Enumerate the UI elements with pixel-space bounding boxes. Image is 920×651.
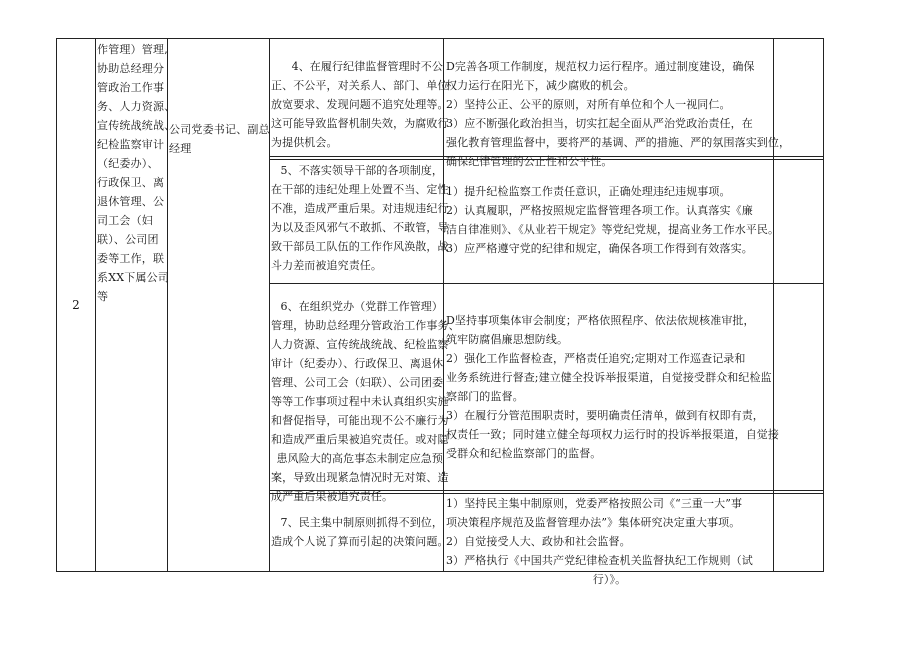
scope-line: 管政治工作事 [97, 81, 165, 94]
risk-measures-4: D完善各项工作制度，规范权力运行程序。通过制度建设，确保 权力运行在阳光下，减少腐败的机会。 2）坚持公正、公平的原则，对所有单位和个人一视同仁。 3）应不断强化政治担当，切实扛起全面从严治党政治责任，在 强化教育管理监督中，要将严的基调、严的措施、严的氛围落实到位， 确保纪律管理的公正性和公平性。 [446, 60, 791, 168]
risk-point-7: 7、民主集中制原则抓得不到位， 造成个人说了算而引起的决策问题。 [271, 516, 449, 548]
scope-line: 宣传统战统战、 [97, 119, 176, 132]
scope-cell [97, 40, 176, 306]
risk-point-4: 4、在履行纪律监督管理时不公 正、不公平，对关系人、部门、单位 放宽要求、发现问题不追究处理等。 这可能导致监督机制失效，为腐败行 为提供机会。 [271, 60, 449, 149]
risk-measures-7: 1）坚持民主集中制原则，党委严格按照公司《“三重一大”事 项决策程序规范及监督管理办法”》集体研究决定重大事项。 2）自觉接受人大、政协和社会监督。 3）严格执行《中国共产党纪律检查机关监督执纪工作规则（试 行）》。 [446, 497, 753, 586]
scope-line: 纪检监察审计 [97, 138, 165, 151]
scope-line: 委等工作，联 [97, 252, 165, 265]
row-divider [269, 283, 823, 284]
risk-measures-5: 1）提升纪检监察工作责任意识，正确处理违纪违规事项。 2）认真履职，严格按照规定监督管理各项工作。认真落实《廉 洁自律准则》、《从业若干规定》等党纪党规，提高业务工作水平民。 3）应严格遵守党的纪律和规定，确保各项工作得到有效落实。 [446, 185, 780, 255]
scope-line: 行政保卫、离 [97, 176, 165, 189]
position-line: 公司党委书记、副总 [169, 123, 270, 136]
risk-measures-6: D坚持事项集体审会制度；严格依照程序、依法依规核准审批， 筑牢防腐倡廉思想防线。 2）强化工作监督检查，严格责任追究;定期对工作巡查记录和 业务系统进行督查;建立健全投诉举报渠道，自觉接受群众和纪检监 察部门的监督。 3）在履行分管范围职责时，要明确责任清单，做到有权即有责， 权责任一致；同时建立健全每项权力运行时的投诉举报渠道，自觉接 受群众和纪检监察部门的监督。 [446, 314, 779, 460]
risk-table [56, 38, 824, 586]
scope-line: 联）、公司团 [97, 233, 159, 246]
risk-point-5: 5、不落实领导干部的各项制度， 在干部的违纪处理上处置不当、定性 不准，造成严重后果。对违规违纪行 为以及歪风邪气不敢抓、不敢管，导 致干部员工队伍的工作作风涣散，战 斗力差而被追究责任。 [271, 164, 449, 272]
scope-line: 协助总经理分 [97, 62, 165, 75]
col-divider [773, 39, 774, 571]
scope-line: 退休管理、公 [97, 195, 165, 208]
position-cell [169, 120, 269, 158]
row-number: 2 [72, 298, 80, 312]
scope-line: 作管理）管理, [97, 43, 168, 56]
scope-line: 务、人力资源、 [97, 100, 176, 113]
scope-line: 等 [97, 290, 109, 303]
position-line: 经理 [169, 142, 192, 155]
scope-line: 系XX下属公司 [97, 271, 170, 284]
risk-point-6: 6、在组织党办（党群工作管理） 管理，协助总经理分管政治工作事务、 人力资源、宣传统战统战、纪检监察 审计（纪委办）、行政保卫、离退休 管理、公司工会（妇联）、公司团委 等等工作事项过程中未认真组织实施 和督促指导，可能出现不公不廉行为 和造成严重后果被追究责任。或对隐 患风险大的高危事态未制定应急预 案，导致出现紧急情况时无对策、造 成严重后果被追究责任。 [271, 300, 460, 503]
scope-line: （纪委办）、 [97, 157, 159, 170]
col-divider [269, 39, 270, 571]
col-divider [95, 39, 96, 571]
scope-line: 司工会（妇 [97, 214, 153, 227]
